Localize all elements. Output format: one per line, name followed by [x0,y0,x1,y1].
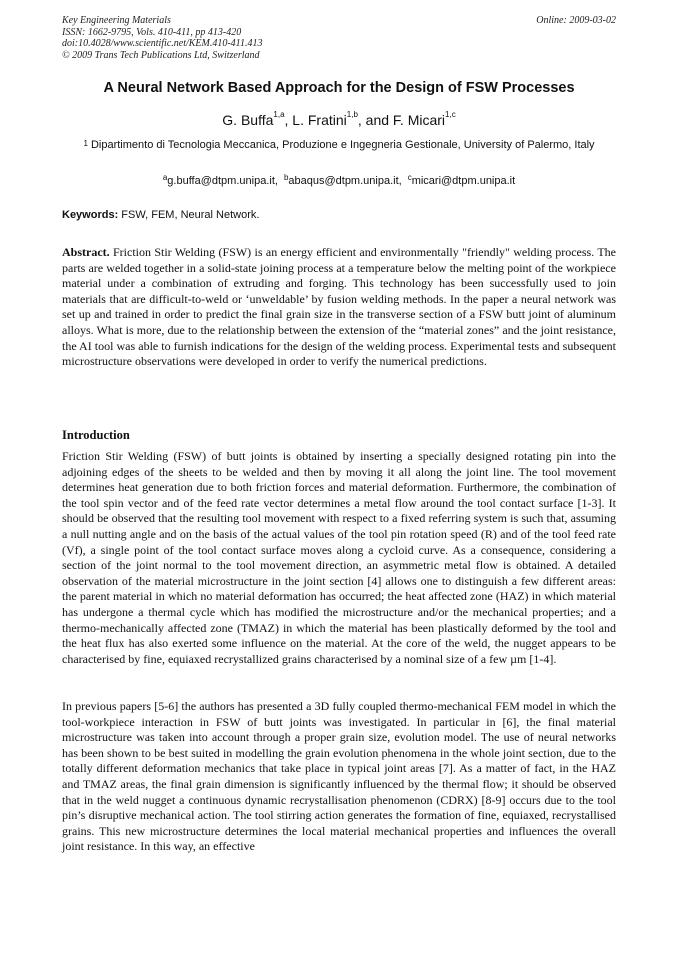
email-superscript: b [283,173,289,182]
author-name: , L. Fratini [284,112,347,128]
author-name: , and F. Micari [357,112,446,128]
journal-header [62,15,616,61]
email-link[interactable]: abaqus@dtpm.unipa.it, [288,175,402,187]
keywords-label: Keywords: [62,209,119,221]
keywords [62,209,616,221]
doi-line: doi:10.4028/www.scientific.net/KEM.410-411.413 [62,38,263,49]
introduction-paragraph [62,699,616,855]
issn-line: ISSN: 1662-9795, Vols. 410-411, pp 413-420 [62,26,242,38]
affiliation-superscript: 1 [83,139,88,148]
paragraph-text: Friction Stir Welding (FSW) of butt joints is obtained by inserting a specially designed rotating pin into the adjoining edges of the sheets to be welded and then by moving it all along the joint line. The tool movement determines heat generation due to both friction forces and material deformation. Furthermore, the combination of the tool spin vector and of the feed rate vector determines a metal flow around the tool contact surface [1-3]. It should be observed that the resulting tool movement with respect to a fixed referring system is such that, assuming a null nutting angle and on the basis of the actual values of the tool pin rotation speed (R) and of the tool feed rate (Vf), a single point of the tool contact surface moves along a cycloid curve. As a consequence, considering a section of the joint normal to the tool movement direction, an asymmetric metal flow is obtained. A detailed observation of the material microstructure in the joint section [4] allows one to distinguish a few different areas: the parent material in which no material deformation has occurred; the heat affected zone (HAZ) in which material has undergone a thermal cycle which has modified the microstructure and/or the mechanical properties; and a thermo-mechanically affected zone (TMAZ) in which the material has been plastically deformed by the tool and the heat flux has also exerted some influence on the material. At the core of the weld, the nugget appears to be characterised by fine, equiaxed recrystallized grains characterised by a nominal size of a few µm [1-4]. [62,449,616,666]
journal-name: Key Engineering Materials [62,15,171,26]
email-superscript: a [162,173,168,182]
abstract-label: Abstract. [62,245,110,259]
abstract-text: Friction Stir Welding (FSW) is an energy efficient and environmentally "friendly" welding process. The parts are welded together in a solid-state joining process at a temperature below the melting point of the workpiece material under a combination of extruding and forging. This technology has been successfully used to join materials that are difficult-to-weld or ‘unweldable’ by fusion welding methods. In the paper a neural network was set up and trained in order to predict the final grain size in the transverse section of a FSW butt joint of aluminum alloys. What is more, due to the relationship between the extension of the “material zones” and the joint resistance, the AI tool was able to furnish indications for the design of the welding process. Experimental tests and subsequent microstructure observations were developed in order to verify the numerical predictions. [62,245,616,369]
author-name: G. Buffa [222,112,274,128]
author-superscript: 1,a [273,110,285,119]
author-emails [62,175,616,187]
abstract [62,245,616,370]
section-heading-introduction: Introduction [62,428,130,442]
affiliation [80,138,598,153]
email-link[interactable]: micari@dtpm.unipa.it [411,175,516,187]
introduction-paragraph [62,449,616,667]
keywords-text: FSW, FEM, Neural Network. [118,209,260,221]
email-link[interactable]: g.buffa@dtpm.unipa.it, [167,175,278,187]
author-list [62,112,616,128]
copyright-line: © 2009 Trans Tech Publications Ltd, Switzerland [62,49,260,61]
author-superscript: 1,c [445,110,456,119]
email-superscript: c [407,173,412,182]
online-date: Online: 2009-03-02 [536,15,616,26]
author-superscript: 1,b [346,110,358,119]
affiliation-text: Dipartimento di Tecnologia Meccanica, Produzione e Ingegneria Gestionale, University of Palermo, Italy [87,139,595,151]
paper-title: A Neural Network Based Approach for the Design of FSW Processes [103,80,575,96]
paragraph-text: In previous papers [5-6] the authors has presented a 3D fully coupled thermo-mechanical FEM model in which the tool-workpiece interaction in FSW of butt joints was investigated. In particular in [6], the final material microstructure was taken into account through a proper grain size, evolution model. The use of neural networks has been shown to be best suited in modelling the grain evolution phenomena in the whole joint section, due to the totally different deformation mechanics that take place in typical joint areas [7]. As a matter of fact, in the HAZ and TMAZ areas, the final grain dimension is significantly influenced by the thermal flow; it should be observed that in the weld nugget a continuous dynamic recrystallisation phenomenon (CDRX) [8-9] occurs due to the tool pin’s disruptive mechanical action. The tool stirring action generates the formation of fine, equiaxed, recrystallised grains. This new microstructure determines the local material mechanical properties and influences the overall joint resistance. In this way, an effective [62,699,616,854]
